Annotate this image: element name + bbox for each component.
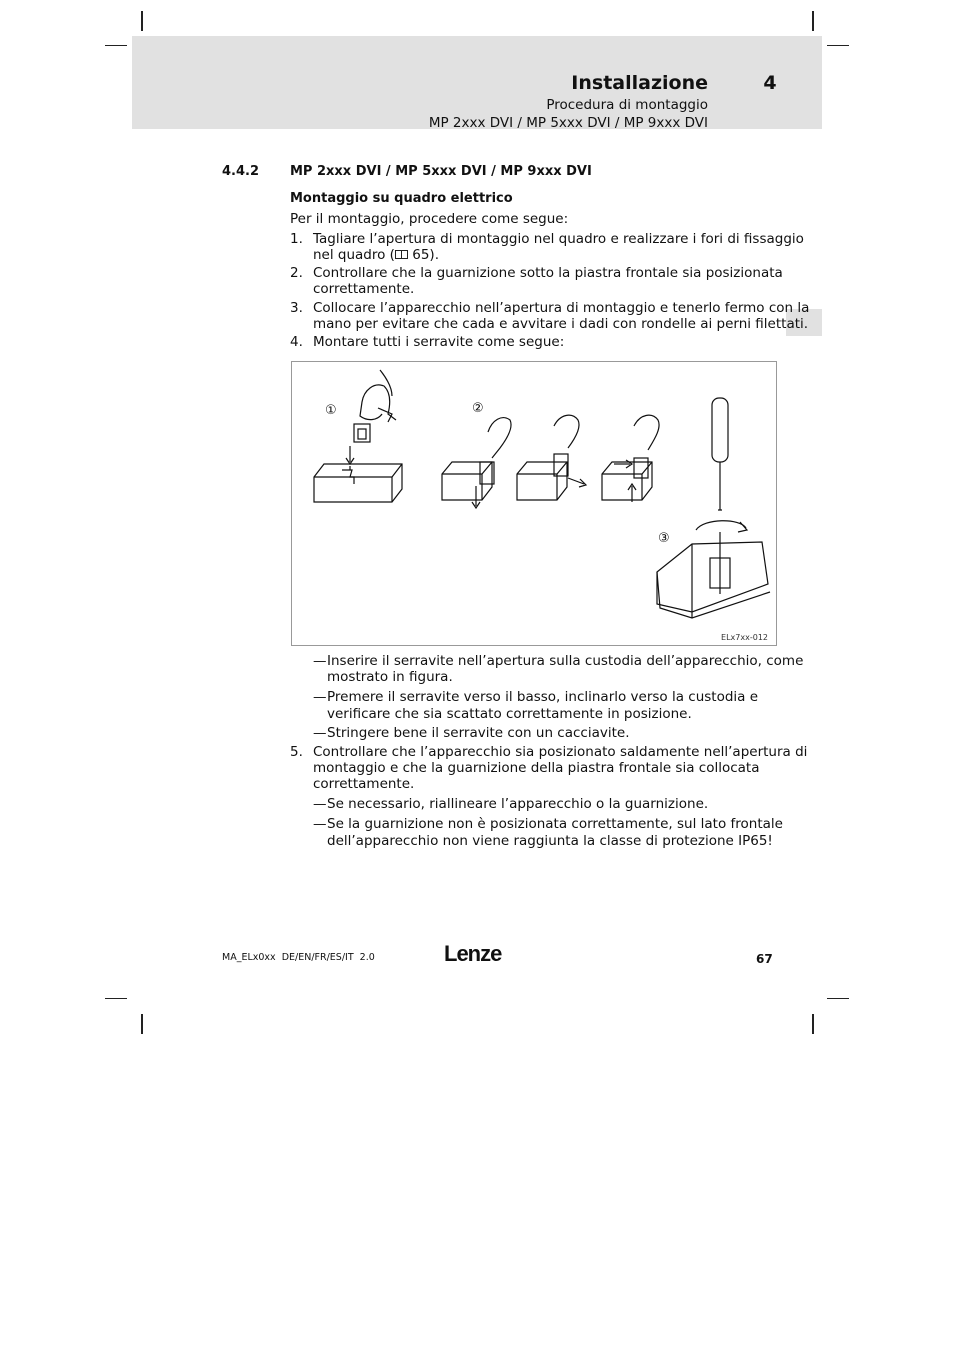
figure-marker-1: ① (325, 403, 337, 418)
crop-mark (827, 45, 849, 46)
header-subtitle-1: Procedura di montaggio (546, 97, 708, 113)
header-title: Installazione (571, 72, 708, 94)
bullet-text-line: Premere il serravite verso il basso, inclinarlo verso la custodia e (327, 689, 759, 705)
step-text-line: Montare tutti i serravite come segue: (313, 334, 565, 350)
page-reference-link[interactable]: 65). (407, 247, 439, 263)
step-text-fragment: nel quadro ( (313, 247, 395, 263)
bullet-text-line: Inserire il serravite nell’apertura sulla custodia dell’apparecchio, come (327, 653, 804, 669)
book-reference-icon (395, 250, 408, 259)
crop-mark (105, 998, 127, 999)
lenze-logo: Lenze (444, 941, 502, 966)
bullet-text-line: mostrato in figura. (327, 669, 453, 685)
crop-mark (812, 1014, 814, 1034)
step-text-line (313, 247, 439, 263)
chapter-number: 4 (763, 72, 777, 94)
section-number: 4.4.2 (222, 164, 260, 179)
section-title: MP 2xxx DVI / MP 5xxx DVI / MP 9xxx DVI (290, 164, 592, 179)
figure-marker-2: ② (472, 401, 484, 416)
bullet-dash: — (313, 796, 327, 812)
footer-document-id: MA_ELx0xx DE/EN/FR/ES/IT 2.0 (222, 952, 375, 963)
step-text-line: correttamente. (313, 281, 415, 297)
crop-mark (141, 11, 143, 31)
step-number: 4. (290, 334, 303, 350)
crop-mark (812, 11, 814, 31)
crop-mark (141, 1014, 143, 1034)
step-text-line: correttamente. (313, 776, 415, 792)
intro-text: Per il montaggio, procedere come segue: (290, 211, 569, 227)
page-number: 67 (756, 952, 773, 966)
step-text-line: Controllare che l’apparecchio sia posizionato saldamente nell’apertura di (313, 744, 808, 760)
step-text-line: Tagliare l’apertura di montaggio nel quadro e realizzare i fori di fissaggio (313, 231, 804, 247)
bullet-dash: — (313, 653, 327, 669)
bullet-text-line: Se la guarnizione non è posizionata correttamente, sul lato frontale (327, 816, 783, 832)
bullet-text-line: Stringere bene il serravite con un cacciavite. (327, 725, 630, 741)
step-text-line: Controllare che la guarnizione sotto la piastra frontale sia posizionata (313, 265, 783, 281)
crop-mark (105, 45, 127, 46)
section-subtitle: Montaggio su quadro elettrico (290, 191, 513, 206)
figure-marker-3: ③ (658, 531, 670, 546)
step-number: 5. (290, 744, 303, 760)
mounting-figure (291, 361, 777, 646)
bullet-dash: — (313, 689, 327, 705)
figure-code: ELx7xx-012 (721, 633, 768, 642)
step-number: 1. (290, 231, 303, 247)
bullet-dash: — (313, 816, 327, 832)
step-text-line: Collocare l’apparecchio nell’apertura di montaggio e tenerlo fermo con la (313, 300, 810, 316)
bullet-text-line: Se necessario, riallineare l’apparecchio o la guarnizione. (327, 796, 709, 812)
bullet-text-line: dell’apparecchio non viene raggiunta la classe di protezione IP65! (327, 833, 773, 849)
step-text-line: mano per evitare che cada e avvitare i dadi con rondelle ai perni filettati. (313, 316, 809, 332)
mounting-illustration (292, 362, 778, 647)
header-subtitle-2: MP 2xxx DVI / MP 5xxx DVI / MP 9xxx DVI (428, 115, 708, 131)
step-number: 3. (290, 300, 303, 316)
bullet-dash: — (313, 725, 327, 741)
bullet-text-line: verificare che sia scattato correttamente in posizione. (327, 706, 692, 722)
crop-mark (827, 998, 849, 999)
step-text-line: montaggio e che la guarnizione della piastra frontale sia collocata (313, 760, 760, 776)
step-number: 2. (290, 265, 303, 281)
